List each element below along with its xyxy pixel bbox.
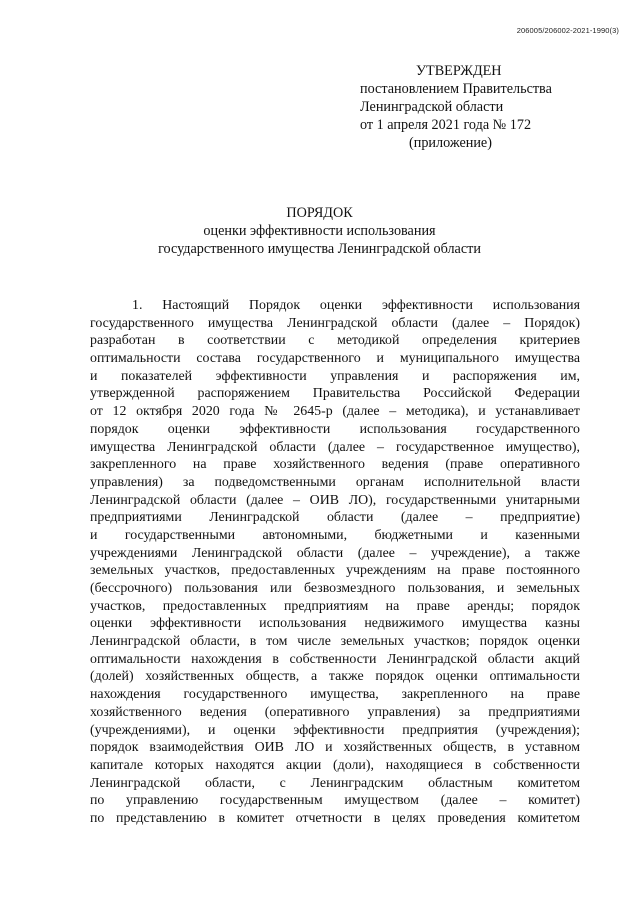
body-line: нахождения государственного имущества, закрепленного на праве bbox=[90, 687, 580, 703]
body-line: государственного имущества Ленинградской области (далее – Порядок) bbox=[90, 315, 580, 331]
body-line: закрепленного на праве хозяйственного ведения (праве оперативного bbox=[90, 457, 580, 473]
body-line: порядок оценки эффективности использования государственного bbox=[90, 421, 580, 437]
body-line: 1. Настоящий Порядок оценки эффективности использования bbox=[132, 298, 580, 313]
body-line: утвержденной распоряжением Правительства Российской Федерации bbox=[90, 386, 580, 402]
body-line: хозяйственного ведения (оперативного управления) за предприятиями bbox=[90, 704, 580, 720]
body-line: оценки эффективности использования недвижимого имущества казны bbox=[90, 616, 580, 632]
body-line: и государственными автономными, бюджетными и казенными bbox=[90, 527, 580, 543]
body-line: оптимальности нахождения в собственности Ленинградской области акций bbox=[90, 651, 580, 667]
document-title-block bbox=[0, 204, 639, 258]
body-line: и показателей эффективности управления и распоряжения им, bbox=[90, 368, 580, 384]
body-line: учреждениями Ленинградской области (далее – учреждение), а также bbox=[90, 545, 580, 561]
document-subtitle-line-1: оценки эффективности использования bbox=[203, 223, 436, 239]
body-line: Ленинградской области, с Ленинградским областным комитетом bbox=[90, 775, 580, 791]
body-line: разработан в соответствии с методикой определения критериев bbox=[90, 333, 580, 349]
body-line: от 12 октября 2020 года № 2645-р (далее – методика), и устанавливает bbox=[90, 404, 580, 420]
document-number: 206005/206002-2021-1990(3) bbox=[516, 26, 619, 35]
body-line: по управлению государственным имуществом (далее – комитет) bbox=[90, 793, 580, 809]
body-line: по представлению в комитет отчетности в целях проведения комитетом bbox=[90, 810, 580, 826]
body-line: (бессрочного) пользования или безвозмездного пользования, и земельных bbox=[90, 581, 580, 596]
approval-line-5: (приложение) bbox=[409, 135, 492, 151]
approval-line-3: Ленинградской области bbox=[360, 99, 504, 115]
body-line: капитале которых находятся акции (доли), находящиеся в собственности bbox=[90, 757, 580, 773]
approval-line-2: постановлением Правительства bbox=[360, 81, 552, 97]
approval-line-4: от 1 апреля 2021 года № 172 bbox=[360, 117, 532, 133]
body-line: (учреждениями), и оценки эффективности предприятия (учреждения); bbox=[90, 722, 580, 738]
body-paragraph bbox=[90, 297, 580, 828]
document-subtitle-line-2: государственного имущества Ленинградской области bbox=[158, 241, 481, 257]
body-line: порядок взаимодействия ОИВ ЛО и хозяйственных обществ, в уставном bbox=[90, 740, 580, 756]
approval-title: УТВЕРЖДЕН bbox=[416, 63, 502, 79]
approval-block bbox=[360, 62, 570, 152]
body-line: предприятиями Ленинградской области (далее – предприятие) bbox=[90, 510, 580, 526]
body-line: Ленинградской области (далее – ОИВ ЛО), государственными унитарными bbox=[90, 492, 580, 508]
body-line: участков, предоставленных предприятиям на праве аренды; порядок bbox=[90, 598, 580, 614]
document-heading: ПОРЯДОК bbox=[286, 205, 353, 221]
body-line: имущества Ленинградской области (далее – государственное имущество), bbox=[90, 439, 580, 455]
body-line: (долей) хозяйственных обществ, а также порядок оценки оптимальности bbox=[90, 669, 580, 685]
body-line: земельных участков, предоставленных учреждениям на праве постоянного bbox=[90, 563, 580, 579]
body-line: управления) за подведомственными органам исполнительной власти bbox=[90, 474, 580, 490]
body-line: оптимальности состава государственного и муниципального имущества bbox=[90, 351, 580, 367]
body-line: Ленинградской области, в том числе земельных участков; порядок оценки bbox=[90, 634, 580, 650]
